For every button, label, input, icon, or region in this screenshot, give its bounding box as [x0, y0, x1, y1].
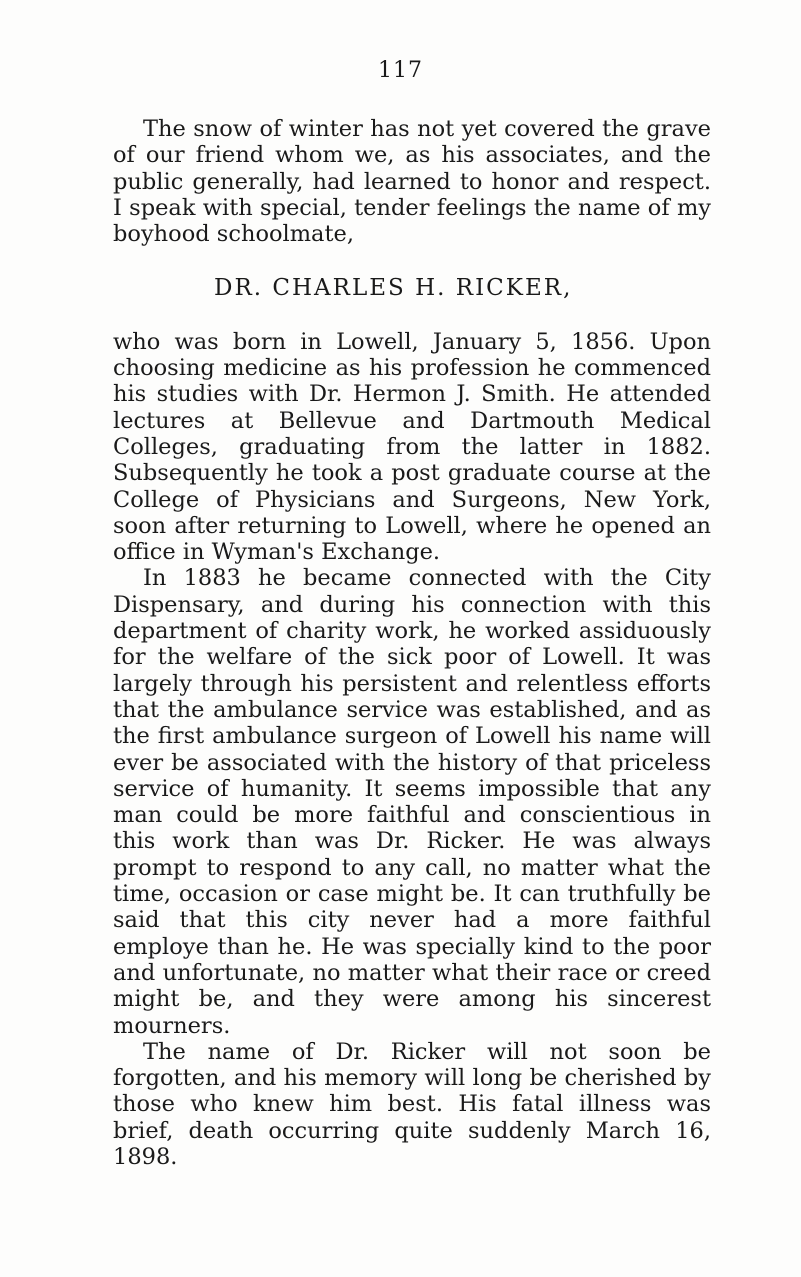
paragraph-biography: who was born in Lowell, January 5, 1856. Upon choosing medicine as his profession he commenced his studies with Dr. Hermon J. Smith. He attended lectures at Bellevue and Dartmouth Medical Colleges, graduating from the latter in 1882. Subsequently he took a post graduate course at the College of Physicians and Surgeons, New York, soon after returning to Lowell, where he opened an office in Wyman's Exchange. — [113, 328, 711, 566]
page-number: 117 — [378, 58, 423, 83]
name-heading: DR. CHARLES H. RICKER, — [214, 275, 573, 302]
body-text — [113, 116, 711, 1170]
paragraph-closing: The name of Dr. Ricker will not soon be forgotten, and his memory will long be cherished by those who knew him best. His fatal illness was brief, death occurring quite suddenly March 16, 1898. — [113, 1038, 711, 1170]
paragraph-opening: The snow of winter has not yet covered the grave of our friend whom we, as his associates, and the public generally, had learned to honor and respect. I speak with special, tender feelings the name of my boyhood schoolmate, — [113, 116, 711, 248]
paragraph-dispensary: In 1883 he became connected with the City Dispensary, and during his connection with this department of charity work, he worked assiduously for the welfare of the sick poor of Lowell. It was largely through his persistent and relentless efforts that the ambulance service was established, and as the first ambulance surgeon of Lowell his name will ever be associated with the history of that priceless service of humanity. It seems impossible that any man could be more faithful and conscientious in this work than was Dr. Ricker. He was always prompt to respond to any call, no matter what the time, occasion or case might be. It can truthfully be said that this city never had a more faithful employe than he. He was specially kind to the poor and unfortunate, no matter what their race or creed might be, and they were among his sincerest mourners. — [113, 565, 711, 1039]
